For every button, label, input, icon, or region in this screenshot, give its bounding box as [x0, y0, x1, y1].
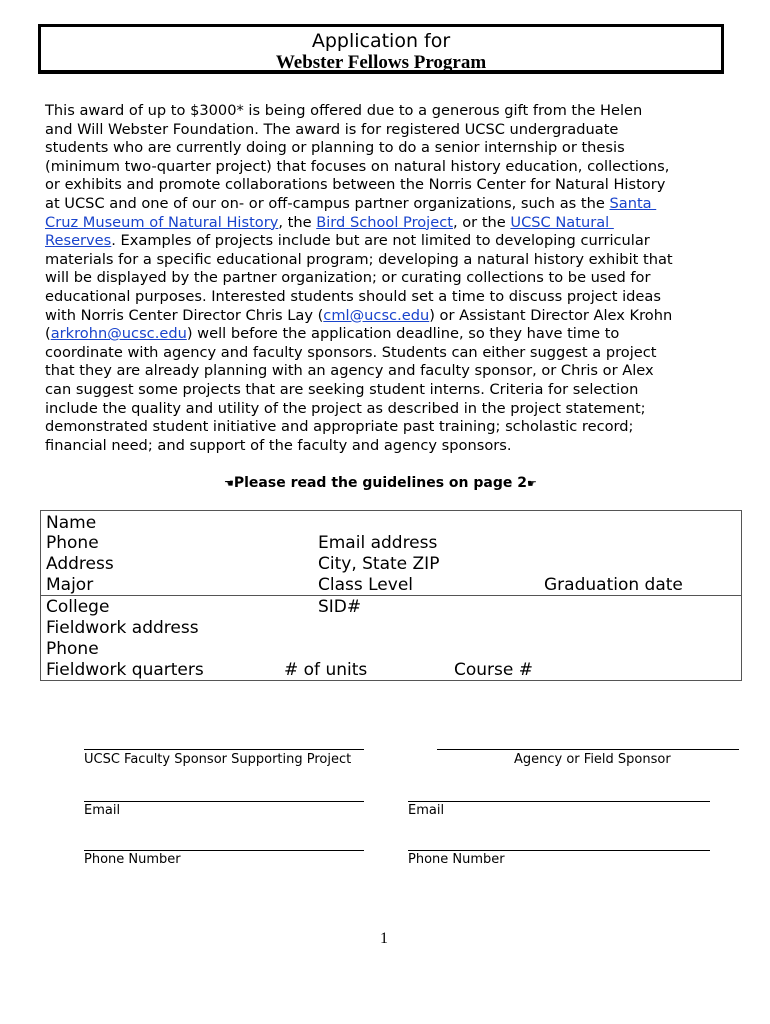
guidelines-text: Please read the guidelines on page 2 — [233, 475, 527, 491]
agency-sponsor-label: Agency or Field Sponsor — [514, 752, 671, 767]
agency-email-label: Email — [408, 803, 445, 818]
body-line: ) or Assistant Director Alex Krohn — [429, 306, 673, 324]
link-santa-cruz-museum-cont[interactable]: Cruz Museum of Natural History — [45, 213, 279, 231]
faculty-email-label: Email — [84, 803, 121, 818]
graduation-date-label: Graduation date — [544, 575, 683, 595]
applicant-form — [40, 510, 742, 681]
body-line: can suggest some projects that are seeking student interns. Criteria for selection — [45, 380, 639, 398]
email-address-label: Email address — [318, 533, 438, 553]
body-line: include the quality and utility of the project as described in the project statement; — [45, 399, 646, 417]
guidelines-note — [224, 475, 537, 491]
fieldwork-address-label: Fieldwork address — [46, 618, 199, 638]
body-line: educational purposes. Interested students should set a time to discuss project ideas — [45, 287, 661, 305]
body-line: demonstrated student initiative and appropriate past training; scholastic record; — [45, 418, 634, 436]
body-line: , the — [278, 213, 317, 231]
link-santa-cruz-museum[interactable]: Santa — [609, 194, 657, 212]
hand-pointing-icon: ☚ — [224, 476, 234, 490]
hand-pointing-icon: ☛ — [526, 476, 537, 490]
city-state-zip-label: City, State ZIP — [318, 554, 440, 574]
body-line: will be displayed by the partner organization; or curating collections to be used for — [45, 269, 651, 287]
body-line: with Norris Center Director Chris Lay ( — [45, 306, 324, 324]
agency-email-line[interactable] — [408, 801, 710, 802]
sid-label: SID# — [318, 597, 362, 617]
body-line: financial need; and support of the faculty and agency sponsors. — [45, 436, 512, 454]
units-label: # of units — [284, 660, 368, 680]
body-line: This award of up to $3000* is being offered due to a generous gift from the Helen — [45, 102, 643, 119]
title-box — [38, 24, 724, 74]
description-paragraph — [45, 102, 745, 455]
form-divider — [41, 595, 741, 596]
agency-sponsor-signature-line[interactable] — [437, 749, 739, 750]
page-number: 1 — [380, 930, 388, 947]
title-line-1: Application for — [311, 30, 451, 52]
course-label: Course # — [454, 660, 533, 680]
link-ucsc-natural-reserves[interactable]: UCSC Natural — [510, 213, 614, 231]
body-line: . Examples of projects include but are not limited to developing curricular — [111, 232, 650, 250]
agency-phone-label: Phone Number — [408, 852, 505, 867]
link-email-arkrohn[interactable]: arkrohn@ucsc.edu — [50, 325, 187, 343]
class-level-label: Class Level — [318, 575, 414, 595]
faculty-sponsor-signature-line[interactable] — [84, 749, 364, 750]
fieldwork-phone-label: Phone — [46, 639, 99, 659]
link-email-cml[interactable]: cml@ucsc.edu — [323, 306, 430, 324]
faculty-sponsor-label: UCSC Faculty Sponsor Supporting Project — [84, 752, 352, 767]
body-line: , or the — [452, 213, 511, 231]
link-ucsc-natural-reserves-cont[interactable]: Reserves — [45, 232, 112, 250]
body-line: (minimum two-quarter project) that focuses on natural history education, collections, — [45, 157, 670, 175]
body-line: students who are currently doing or planning to do a senior internship or thesis — [45, 139, 625, 157]
agency-phone-line[interactable] — [408, 850, 710, 851]
major-label: Major — [46, 575, 94, 595]
body-line: ) well before the application deadline, so they have time to — [186, 325, 620, 343]
link-bird-school-project[interactable]: Bird School Project — [316, 213, 453, 231]
body-line: ( — [45, 325, 51, 343]
page-title: Webster Fellows Program — [275, 52, 487, 73]
body-line: or exhibits and promote collaborations between the Norris Center for Natural History — [45, 176, 666, 194]
body-line: and Will Webster Foundation. The award is for registered UCSC undergraduate — [45, 120, 619, 138]
body-line: that they are already planning with an agency and faculty sponsor, or Chris or Alex — [45, 362, 654, 380]
faculty-phone-line[interactable] — [84, 850, 364, 851]
body-line: materials for a specific educational program; developing a natural history exhibit that — [45, 250, 673, 268]
college-label: College — [46, 597, 110, 617]
address-label: Address — [46, 554, 114, 574]
phone-label: Phone — [46, 533, 99, 553]
body-line: at UCSC and one of our on- or off-campus partner organizations, such as the — [45, 194, 610, 212]
faculty-email-line[interactable] — [84, 801, 364, 802]
name-label: Name — [46, 513, 97, 533]
fieldwork-quarters-label: Fieldwork quarters — [46, 660, 204, 680]
faculty-phone-label: Phone Number — [84, 852, 181, 867]
body-line: coordinate with agency and faculty sponsors. Students can either suggest a project — [45, 343, 657, 361]
